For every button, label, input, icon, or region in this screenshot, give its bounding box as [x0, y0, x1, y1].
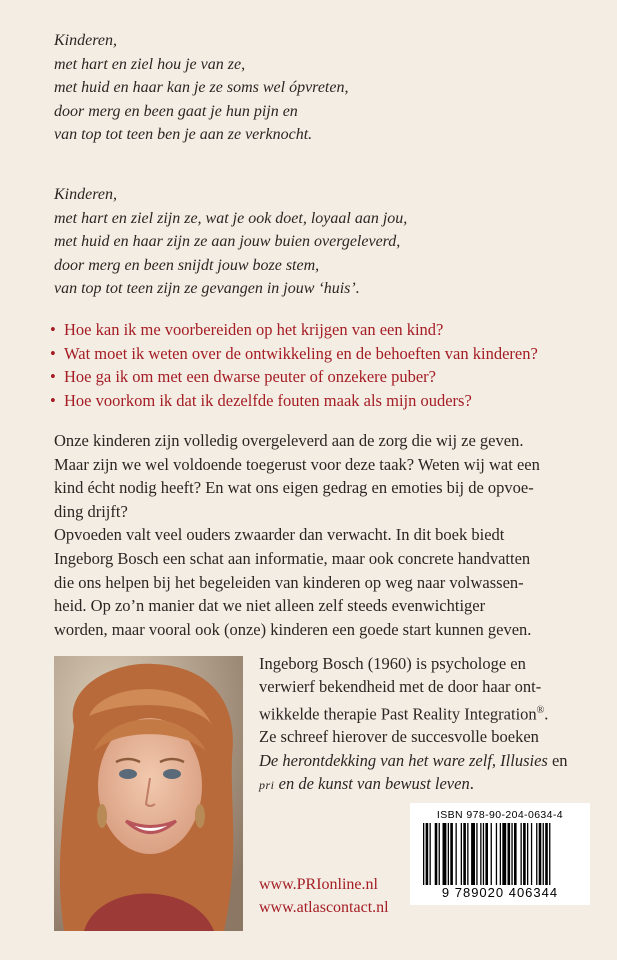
- poem-line: van top tot teen zijn ze gevangen in jouw ‘huis’.: [54, 280, 360, 297]
- blurb-line: Ingeborg Bosch een schat aan informatie, maar ook concrete handvatten: [54, 548, 531, 568]
- bio-text: en: [551, 750, 568, 770]
- poem-line: van top tot teen ben je aan ze verknocht.: [54, 126, 313, 143]
- poem-line: door merg en been gaat je hun pijn en: [54, 102, 298, 120]
- author-portrait-illustration: [54, 656, 243, 931]
- blurb-line: ding drijft?: [54, 501, 128, 521]
- barcode-bar: [549, 823, 550, 885]
- isbn-label: ISBN 978-90-204-0634-4: [436, 809, 564, 821]
- book-title: De herontdekking van het ware zelf,: [259, 750, 497, 770]
- barcode-bar: [443, 823, 447, 885]
- blurb-line: die ons helpen bij het begeleiden van kinderen op weg naar volwassen-: [54, 572, 524, 592]
- poem-line: door merg en been snijdt jouw boze stem,: [54, 256, 320, 274]
- barcode-bar: [463, 823, 466, 885]
- bio-text: .: [469, 773, 474, 793]
- blurb-line: worden, maar vooral ook (onze) kinderen een goede start kunnen geven.: [54, 619, 532, 639]
- barcode-bar: [523, 823, 526, 885]
- bio-text: wikkelde therapie Past Reality Integration: [259, 704, 537, 724]
- blurb-line: Maar zijn we wel voldoende toegerust voor deze taak? Weten wij wat een: [54, 454, 540, 474]
- bullet-icon: •: [50, 320, 56, 339]
- bio-line: Ingeborg Bosch (1960) is psychologe en: [259, 654, 526, 673]
- book-title-prefix: pri: [259, 777, 275, 792]
- barcode-bars: [423, 823, 577, 885]
- barcode-bar: [491, 823, 492, 885]
- barcode-bar: [467, 823, 468, 885]
- author-photo: [54, 656, 243, 931]
- author-bio: [259, 652, 589, 797]
- blurb-line: kind écht nodig heeft? En wat ons eigen gedrag en emoties bij de opvoe-: [54, 478, 534, 498]
- question-item: [50, 318, 595, 342]
- blurb-line: heid. Op zo’n manier dat we niet alleen zelf steeds evenwichtiger: [54, 596, 486, 616]
- barcode-bar: [450, 823, 453, 885]
- barcode-bar: [502, 823, 506, 885]
- link-prionline[interactable]: www.PRIonline.nl: [259, 876, 378, 893]
- barcode-bar: [430, 823, 431, 885]
- poem-line: met hart en ziel hou je van ze,: [54, 55, 246, 73]
- blurb-line: Opvoeden valt veel ouders zwaarder dan verwacht. In dit boek biedt: [54, 525, 505, 545]
- link-atlascontact[interactable]: www.atlascontact.nl: [259, 898, 389, 916]
- barcode-bar: [448, 823, 449, 885]
- barcode-bar: [539, 823, 542, 885]
- barcode-bar: [527, 823, 528, 885]
- poem-line: Kinderen,: [54, 32, 117, 49]
- barcode-bar: [543, 823, 544, 885]
- poem-line: met hart en ziel zijn ze, wat je ook doet, loyaal aan jou,: [54, 209, 408, 227]
- question-item: [50, 342, 595, 366]
- barcode-bar: [456, 823, 457, 885]
- bullet-icon: •: [50, 367, 56, 386]
- blurb-text: [54, 429, 584, 641]
- blurb-line: Onze kinderen zijn volledig overgeleverd aan de zorg die wij ze geven.: [54, 431, 524, 450]
- barcode-bar: [461, 823, 462, 885]
- question-text: Hoe kan ik me voorbereiden op het krijgen van een kind?: [64, 320, 444, 339]
- question-item: [50, 389, 595, 413]
- bio-line: Ze schreef hierover de succesvolle boeken: [259, 727, 539, 747]
- barcode-bar: [514, 823, 517, 885]
- barcode-bar: [500, 823, 501, 885]
- poem-line: met huid en haar kan je ze soms wel ópvreten,: [54, 79, 349, 96]
- barcode-bar: [545, 823, 548, 885]
- barcode-bar: [485, 823, 488, 885]
- barcode-bar: [496, 823, 497, 885]
- book-title: en de kunst van bewust leven: [278, 773, 470, 793]
- barcode-bar: [521, 823, 522, 885]
- barcode-bar: [439, 823, 440, 885]
- question-text: Hoe voorkom ik dat ik dezelfde fouten maak als mijn ouders?: [64, 390, 472, 410]
- barcode-digits: 9 789020 406344: [441, 885, 559, 900]
- question-text: Wat moet ik weten over de ontwikkeling en de behoeften van kinderen?: [64, 343, 538, 363]
- registered-mark: ®: [536, 704, 545, 716]
- question-item: [50, 365, 595, 389]
- bio-line: [259, 699, 589, 726]
- barcode-bar: [423, 823, 424, 885]
- barcode-bar: [480, 823, 481, 885]
- bullet-icon: •: [50, 390, 56, 410]
- barcode-bar: [426, 823, 429, 885]
- poem-stanza-1: [54, 29, 584, 147]
- barcode-bar: [511, 823, 512, 885]
- bio-line: [259, 772, 589, 797]
- barcode-bar: [508, 823, 511, 885]
- question-text: Hoe ga ik om met een dwarse peuter of onzekere puber?: [64, 367, 436, 386]
- barcode-bar: [531, 823, 532, 885]
- barcode-bar: [471, 823, 475, 885]
- bio-line: verwierf bekendheid met de door haar ont-: [259, 677, 542, 697]
- barcode-bar: [536, 823, 537, 885]
- poem-stanza-2: [54, 183, 584, 301]
- barcode-bar: [476, 823, 477, 885]
- barcode-bar: [483, 823, 484, 885]
- bio-line: [259, 749, 589, 772]
- book-title: Illusies: [500, 750, 548, 770]
- bio-text: .: [544, 704, 549, 724]
- barcode-bar: [435, 823, 438, 885]
- poem-line: met huid en haar zijn ze aan jouw buien overgeleverd,: [54, 233, 401, 250]
- isbn-barcode: [410, 803, 590, 905]
- bullet-icon: •: [50, 343, 56, 363]
- website-links: [259, 874, 389, 919]
- poem-line: Kinderen,: [54, 186, 117, 203]
- question-list: [50, 318, 595, 412]
